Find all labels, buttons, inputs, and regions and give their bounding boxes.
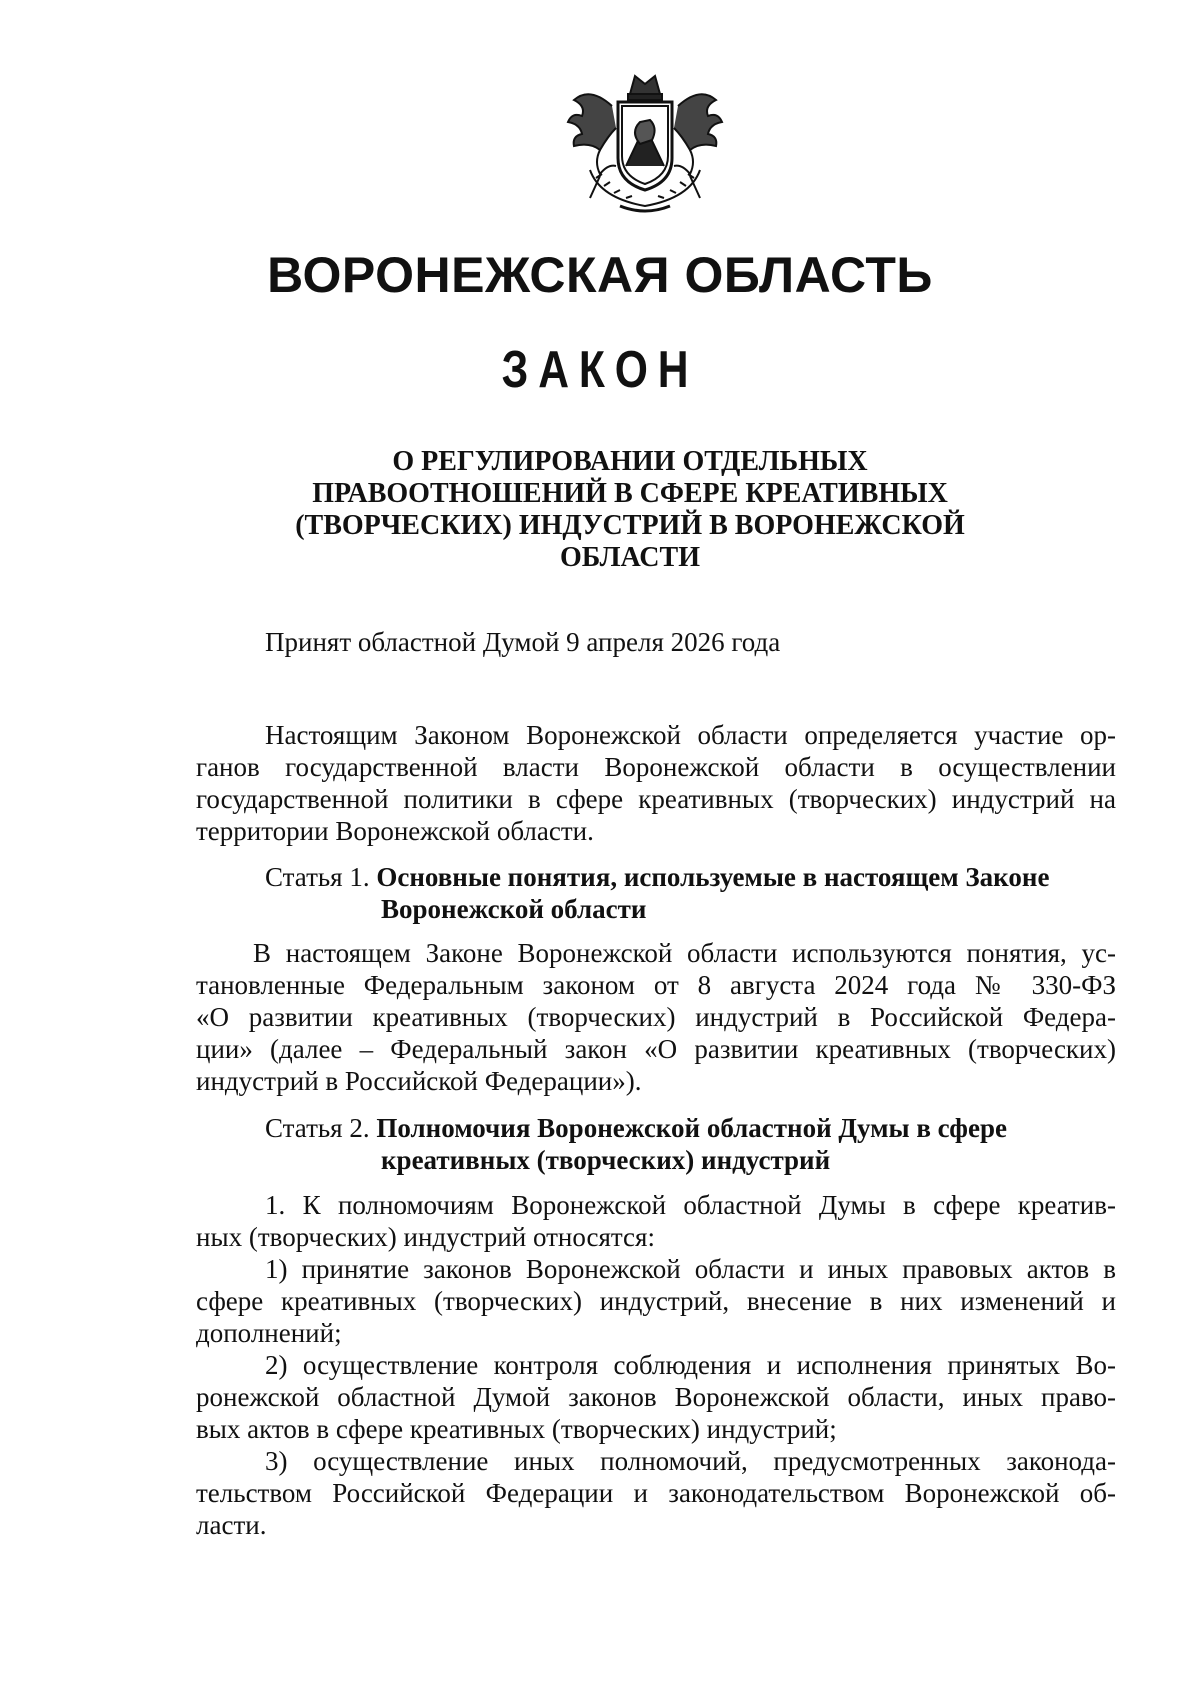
coat-of-arms-icon — [560, 66, 730, 216]
article-number: Статья 2. — [265, 1113, 370, 1143]
text-line: тановленные Федеральным законом от 8 августа 2024 года № 330-ФЗ — [196, 970, 1116, 1000]
article-title: Основные понятия, используемые в настоящем Законе — [376, 862, 1050, 892]
adoption-date: Принят областной Думой 9 апреля 2026 года — [265, 627, 781, 657]
text-line: 1) принятие законов Воронежской области и иных правовых актов в — [265, 1254, 1116, 1284]
text-line: государственной политики в сфере креативных (творческих) индустрий на — [196, 784, 1116, 814]
text-line: 2) осуществление контроля соблюдения и исполнения принятых Во- — [265, 1350, 1116, 1380]
text-line: сфере креативных (творческих) индустрий, внесение в них изменений и — [196, 1286, 1116, 1316]
subject-line: ОБЛАСТИ — [560, 542, 700, 573]
text-line: дополнений; — [196, 1318, 342, 1348]
text-line: вых актов в сфере креативных (творческих) индустрий; — [196, 1414, 837, 1444]
law-heading: ЗАКОН — [501, 341, 699, 399]
text-line: В настоящем Законе Воронежской области используются понятия, ус- — [253, 938, 1116, 968]
text-line: тельством Российской Федерации и законодательством Воронежской об- — [196, 1478, 1116, 1508]
article-2-body — [196, 1189, 1116, 1541]
text-line: ных (творческих) индустрий относятся: — [196, 1222, 655, 1252]
text-line: ронежской областной Думой законов Воронежской области, иных право- — [196, 1382, 1116, 1412]
article-number: Статья 1. — [265, 862, 370, 892]
text-line: ласти. — [196, 1510, 267, 1540]
article-title: Полномочия Воронежской областной Думы в сфере — [376, 1113, 1007, 1143]
text-line: территории Воронежской области. — [196, 816, 594, 846]
text-line: ции» (далее – Федеральный закон «О развитии креативных (творческих) — [196, 1034, 1116, 1064]
text-line: Настоящим Законом Воронежской области определяется участие ор- — [265, 720, 1116, 750]
text-line: 1. К полномочиям Воронежской областной Думы в сфере креатив- — [265, 1190, 1116, 1220]
text-line: «О развитии креативных (творческих) индустрий в Российской Федера- — [196, 1002, 1116, 1032]
law-subject-title — [260, 446, 1000, 574]
article-title-continued: креативных (творческих) индустрий — [381, 1145, 831, 1175]
preamble-paragraph — [196, 719, 1116, 847]
text-line: индустрий в Российской Федерации»). — [196, 1066, 642, 1096]
article-1-heading — [265, 861, 1115, 925]
subject-line: О РЕГУЛИРОВАНИИ ОТДЕЛЬНЫХ — [392, 446, 868, 477]
article-2-heading — [265, 1112, 1115, 1176]
text-line: ганов государственной власти Воронежской области в осуществлении — [196, 752, 1116, 782]
subject-line: (ТВОРЧЕСКИХ) ИНДУСТРИЙ В ВОРОНЕЖСКОЙ — [295, 510, 965, 541]
article-1-paragraph — [196, 937, 1116, 1097]
subject-line: ПРАВООТНОШЕНИЙ В СФЕРЕ КРЕАТИВНЫХ — [312, 478, 948, 509]
region-title: ВОРОНЕЖСКАЯ ОБЛАСТЬ — [267, 247, 933, 303]
text-line: 3) осуществление иных полномочий, предусмотренных законода- — [265, 1446, 1116, 1476]
article-title-continued: Воронежской области — [381, 894, 647, 924]
